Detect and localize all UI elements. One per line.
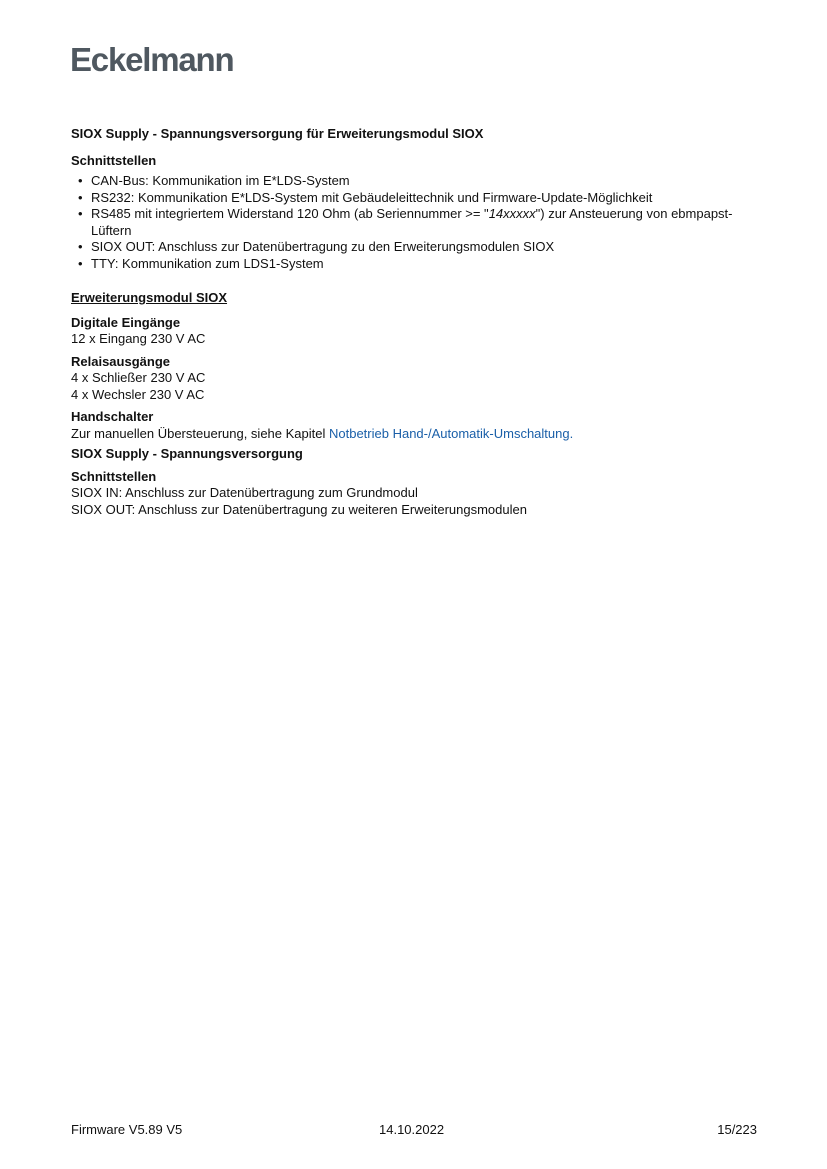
rs485-text-before: RS485 mit integriertem Widerstand 120 Ohm (ab Seriennummer >= " (91, 206, 489, 221)
footer-date: 14.10.2022 (379, 1122, 445, 1137)
interfaces-list (71, 173, 761, 272)
chapter-link-notbetrieb[interactable]: Notbetrieb Hand-/Automatik-Umschaltung. (328, 425, 574, 441)
list-item: • CAN-Bus: Kommunikation im E*LDS-System (91, 173, 761, 190)
relay-output-line: 4 x Schließer 230 V AC (71, 370, 206, 385)
interfaces-heading: Schnittstellen (71, 152, 157, 168)
supply-interfaces-heading: Schnittstellen (71, 468, 157, 484)
list-item-rs485 (91, 206, 761, 239)
footer-firmware: Firmware V5.89 V5 (71, 1122, 183, 1137)
digital-input-line: 12 x Eingang 230 V AC (71, 331, 206, 346)
page-footer (71, 1122, 757, 1140)
list-item: • TTY: Kommunikation zum LDS1-System (91, 256, 761, 273)
eckelmann-logo: Eckelmann (70, 41, 234, 78)
rs485-serial: 14xxxxx (488, 206, 536, 221)
list-item: • SIOX OUT: Anschluss zur Datenübertragung zu den Erweiterungsmodulen SIOX (91, 239, 761, 256)
hand-switch-text: Zur manuellen Übersteuerung, siehe Kapitel (71, 425, 329, 441)
relay-outputs-heading: Relaisausgänge (71, 353, 170, 369)
footer-page-number: 15/223 (717, 1122, 757, 1137)
module-section-title: Erweiterungsmodul SIOX (71, 290, 228, 305)
page-title: SIOX Supply - Spannungsversorgung für Erweiterungsmodul SIOX (71, 126, 484, 141)
hand-switch-description (71, 426, 761, 443)
supply-interface-line: SIOX OUT: Anschluss zur Datenübertragung zu weiteren Erweiterungsmodulen (71, 501, 527, 517)
rs485-text-after: ") zur Ansteuerung von ebmpapst-Lüftern (91, 206, 733, 238)
digital-inputs-heading: Digitale Eingänge (71, 314, 181, 330)
page-content (71, 126, 761, 518)
relay-output-line: 4 x Wechsler 230 V AC (71, 386, 205, 402)
supply-heading: SIOX Supply - Spannungsversorgung (71, 446, 303, 461)
list-item: • RS232: Kommunikation E*LDS-System mit Gebäudeleittechnik und Firmware-Update-Möglichkeit (91, 190, 761, 207)
hand-switch-heading: Handschalter (71, 409, 154, 424)
supply-interface-line: SIOX IN: Anschluss zur Datenübertragung zum Grundmodul (71, 485, 418, 500)
